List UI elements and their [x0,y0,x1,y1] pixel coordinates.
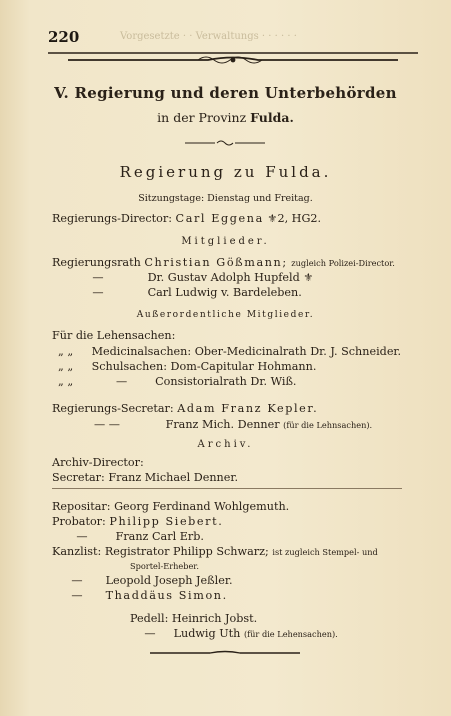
staff-note: ist zugleich Stempel- und [272,547,378,557]
secretary-role: Regierungs-Secretar: [52,402,174,415]
session-days: Sitzungstage: Dienstag und Freitag. [138,193,313,204]
director-honors: ⚜2, HG2. [267,212,322,225]
extraordinary-row [58,360,316,373]
secretary-row [52,402,318,415]
staff-name: Registrator Philipp Schwarz; [104,545,269,558]
beadle-role: — [144,627,156,640]
staff-row [52,515,223,528]
extraordinary-row [58,375,296,388]
bleed-through-text: Vorgesetzte · · Verwaltungs · · · · · · [120,31,297,42]
secretary-note: (für die Lehnsachen). [283,420,373,430]
member-note: ⚜ [303,271,314,284]
beadle-row [130,627,338,640]
staff-name: Leopold Joseph Jeßler. [105,574,233,587]
secretary-row [52,418,372,431]
archive-role: Secretar: [52,471,105,484]
extraordinary-subject: — [115,375,128,388]
secretary-name: Adam Franz Kepler. [177,402,319,415]
ditto-marks: „ „ [58,360,74,373]
staff-name: Georg Ferdinand Wohlgemuth. [114,500,290,513]
ditto-marks: „ „ [58,375,74,388]
staff-note-continued: Sportel-Erheber. [130,561,199,571]
archive-row [52,471,238,484]
small-ornament [185,139,265,147]
extraordinary-person: Consistorialrath Dr. Wiß. [155,375,297,388]
staff-row [52,589,228,602]
member-role: Regierungsrath [52,256,141,269]
member-note: zugleich Polizei-Director. [291,258,395,268]
staff-name: Franz Carl Erb. [115,530,204,543]
staff-row [52,530,204,543]
staff-role: — [71,589,83,602]
staff-role: — [76,530,88,543]
beadle-name: Heinrich Jobst. [171,612,258,625]
extraordinary-subject: Medicinalsachen: [91,345,192,358]
director-name: Carl Eggena [175,212,264,225]
secretary-name: Franz Mich. Denner [165,418,280,431]
member-row [52,271,313,284]
member-name: Carl Ludwig v. Bardeleben. [147,286,302,299]
director-row [52,212,321,225]
member-row [52,286,302,299]
extraordinary-row [58,345,401,358]
staff-row [52,500,289,513]
province-name: Fulda. [250,110,294,125]
staff-name: Philipp Siebert. [109,515,224,528]
beadle-row [130,612,257,625]
beadle-role: Pedell: [130,612,169,625]
member-name: Christian Gößmann; [144,256,288,269]
closing-rule [150,650,300,656]
subtitle-prefix: in der Provinz [157,110,247,125]
extraordinary-intro: Für die Lehensachen: [52,329,176,342]
extraordinary-subject: Schulsachen: [91,360,167,373]
staff-row [52,574,233,587]
member-role: — [92,286,104,299]
archive-name: Franz Michael Denner. [108,471,239,484]
extraordinary-person: Ober-Medicinalrath Dr. J. Schneider. [194,345,402,358]
staff-role: Probator: [52,515,106,528]
secretary-role: — — [94,418,120,431]
staff-name: Thaddäus Simon. [105,589,228,602]
beadle-name: Ludwig Uth [173,627,241,640]
archive-director-label: Archiv-Director: [52,456,144,469]
members-heading: Mitglieder. [181,236,270,247]
ditto-marks: „ „ [58,345,74,358]
section-subtitle [0,110,451,125]
staff-role: — [71,574,83,587]
director-label: Regierungs-Director: [52,212,172,225]
archive-heading: Archiv. [197,439,254,450]
extraordinary-person: Dom-Capitular Hohmann. [170,360,317,373]
government-title: Regierung zu Fulda. [119,163,332,181]
staff-role: Kanzlist: [52,545,102,558]
member-role: — [92,271,104,284]
member-name: Dr. Gustav Adolph Hupfeld [147,271,300,284]
section-divider [52,488,402,489]
staff-role: Repositar: [52,500,111,513]
page-number: 220 [48,28,80,46]
member-row [52,256,395,269]
ornamental-rule [48,50,418,66]
section-title: V. Regierung und deren Unterbehörden [54,84,397,102]
beadle-note: (für die Lehensachen). [243,629,338,639]
staff-row [52,545,378,558]
extraordinary-heading: Außerordentliche Mitglieder. [136,310,315,320]
